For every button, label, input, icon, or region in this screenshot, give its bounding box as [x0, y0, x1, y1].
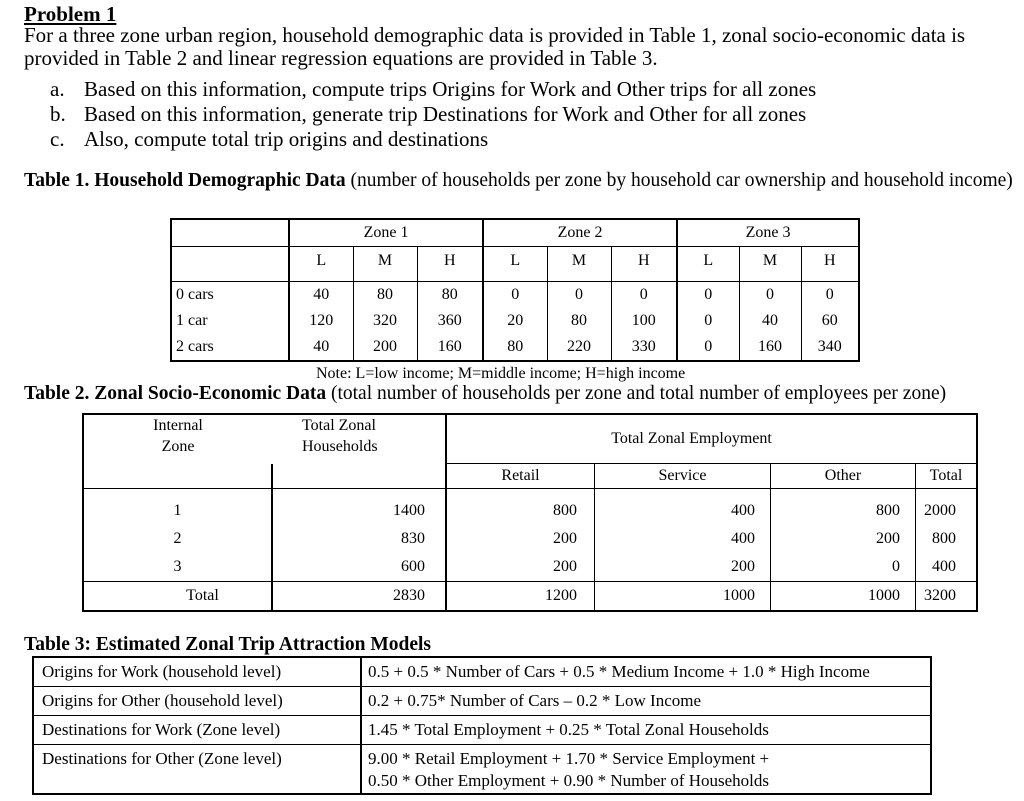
table-cell: 40 [289, 282, 353, 309]
table-cell: 330 [611, 334, 677, 361]
model-equation: 1.45 * Total Employment + 0.25 * Total Zonal Households [361, 715, 931, 744]
table1-note: Note: L=low income; M=middle income; H=high income [316, 365, 686, 382]
table2-total-row [83, 582, 977, 612]
internal-zone-header-line1: Internal [153, 417, 203, 434]
retail-header: Retail [446, 464, 595, 489]
table-cell: 360 [417, 308, 483, 334]
total-cell: 400 [916, 553, 978, 582]
income-header: M [739, 247, 801, 276]
table-row [83, 553, 977, 582]
table2-spacer-row [83, 489, 977, 498]
total-label: Total [83, 582, 272, 612]
task-marker: c. [50, 127, 65, 151]
households-cell: 830 [272, 525, 446, 553]
zone-2-header: Zone 2 [483, 219, 677, 247]
table-cell: 0 [483, 282, 547, 309]
table2-caption [24, 383, 946, 405]
task-marker: a. [50, 77, 65, 101]
car-ownership-label: 2 cars [176, 338, 214, 355]
table-cell: 60 [801, 308, 859, 334]
table-cell: 200 [353, 334, 417, 361]
retail-total: 1200 [446, 582, 595, 612]
zone-number: 1 [173, 502, 182, 519]
table-row [171, 334, 859, 361]
table-row [83, 497, 977, 525]
service-header: Service [595, 464, 771, 489]
service-cell: 400 [595, 497, 771, 525]
table-cell: 80 [547, 308, 611, 334]
table-cell: 20 [483, 308, 547, 334]
retail-cell: 800 [446, 497, 595, 525]
table3-caption: Table 3: Estimated Zonal Trip Attraction Models [24, 634, 431, 655]
income-header: H [417, 247, 483, 276]
table1-caption-description: (number of households per zone by household car ownership and household income) [345, 170, 1013, 191]
table-cell: 40 [289, 334, 353, 361]
model-equation-line1: 9.00 * Retail Employment + 1.70 * Service Employment + [368, 748, 770, 768]
other-cell: 800 [771, 497, 916, 525]
income-header: L [289, 247, 353, 276]
table-cell: 120 [289, 308, 353, 334]
internal-zone-header-line2: Zone [161, 438, 195, 455]
table-cell: 160 [417, 334, 483, 361]
task-item-c [50, 127, 816, 152]
table1-corner-cell [171, 247, 289, 276]
table-cell: 0 [801, 282, 859, 309]
table-cell: 80 [483, 334, 547, 361]
task-text: Based on this information, compute trips Origins for Work and Other trips for all zones [84, 77, 817, 101]
total-households-header-line2: Households [302, 438, 378, 455]
household-demographic-table [170, 218, 860, 362]
model-name: Origins for Work (household level) [42, 662, 282, 681]
model-name: Destinations for Work (Zone level) [33, 715, 361, 744]
table-cell: 320 [353, 308, 417, 334]
table2-caption-description: (total number of households per zone and total number of employees per zone) [326, 383, 947, 404]
table-cell: 40 [739, 308, 801, 334]
zone-number: 3 [173, 558, 182, 575]
model-equation: 0.2 + 0.75* Number of Cars – 0.2 * Low Income [361, 686, 931, 715]
total-households-header [272, 414, 446, 464]
income-header: H [801, 247, 859, 276]
table1-caption-title: Table 1. Household Demographic Data [24, 170, 346, 191]
service-total: 1000 [595, 582, 771, 612]
zone-number: 2 [173, 530, 182, 547]
service-cell: 200 [595, 553, 771, 582]
trip-attraction-models-table [32, 656, 932, 795]
zonal-socio-economic-table [82, 413, 978, 612]
households-cell: 1400 [272, 497, 446, 525]
service-cell: 400 [595, 525, 771, 553]
table-cell: 0 [547, 282, 611, 309]
table-cell: 220 [547, 334, 611, 361]
table-row [33, 686, 931, 715]
task-marker: b. [50, 102, 66, 126]
table2-header-row [83, 414, 977, 464]
model-name: Origins for Other (household level) [33, 686, 361, 715]
retail-cell: 200 [446, 525, 595, 553]
households-total: 2830 [272, 582, 446, 612]
retail-cell: 200 [446, 553, 595, 582]
income-header: M [353, 247, 417, 276]
car-ownership-label: 0 cars [176, 286, 214, 303]
table-cell: 340 [801, 334, 859, 361]
table-cell: 0 [739, 282, 801, 309]
table1-zone-header-row [171, 219, 859, 247]
income-header: M [547, 247, 611, 276]
table1-income-header-row [171, 247, 859, 276]
table-cell: 80 [353, 282, 417, 309]
zone-3-header: Zone 3 [677, 219, 859, 247]
zone-1-header: Zone 1 [289, 219, 483, 247]
other-header: Other [771, 464, 916, 489]
table-row [171, 282, 859, 309]
model-equation-line2: 0.50 * Other Employment + 0.90 * Number of Households [368, 770, 770, 790]
task-text: Also, compute total trip origins and destinations [84, 127, 489, 151]
income-header: H [611, 247, 677, 276]
total-employment-header: Total Zonal Employment [446, 414, 977, 464]
model-name: Destinations for Other (Zone level) [33, 744, 361, 794]
households-cell: 600 [272, 553, 446, 582]
total-header: Total [916, 464, 978, 489]
table-row [171, 308, 859, 334]
task-text: Based on this information, generate trip Destinations for Work and Other for all zones [84, 102, 807, 126]
table-cell: 0 [611, 282, 677, 309]
internal-zone-header [83, 414, 272, 464]
model-equation: 0.5 + 0.5 * Number of Cars + 0.5 * Medium Income + 1.0 * High Income [361, 657, 931, 686]
table-cell: 160 [739, 334, 801, 361]
model-equation [361, 744, 931, 794]
task-item-b [50, 102, 816, 127]
table2-subheader-row [83, 464, 977, 489]
table-cell: 0 [677, 308, 739, 334]
table-row [33, 657, 931, 686]
income-header: L [677, 247, 739, 276]
other-cell: 200 [771, 525, 916, 553]
income-header: L [483, 247, 547, 276]
table-cell: 0 [677, 282, 739, 309]
table-row [33, 715, 931, 744]
grand-total: 3200 [916, 582, 978, 612]
problem-intro: For a three zone urban region, household demographic data is provided in Table 1, zonal socio-economic data is provided in Table 2 and linear regression equations are provided in Table 3. [24, 23, 966, 70]
car-ownership-label: 1 car [176, 312, 208, 329]
table-row [83, 525, 977, 553]
table1-corner-cell [171, 219, 289, 247]
table-cell: 100 [611, 308, 677, 334]
problem-task-list [50, 77, 816, 152]
other-total: 1000 [771, 582, 916, 612]
table1-caption [24, 170, 1024, 192]
task-item-a [50, 77, 816, 102]
table2-caption-title: Table 2. Zonal Socio-Economic Data [24, 383, 327, 404]
total-cell: 800 [916, 525, 978, 553]
problem-title: Problem 1 [24, 2, 117, 26]
total-households-header-line1: Total Zonal [302, 417, 376, 434]
table-row [33, 744, 931, 794]
table-cell: 80 [417, 282, 483, 309]
other-cell: 0 [771, 553, 916, 582]
table-cell: 0 [677, 334, 739, 361]
total-cell: 2000 [916, 497, 978, 525]
